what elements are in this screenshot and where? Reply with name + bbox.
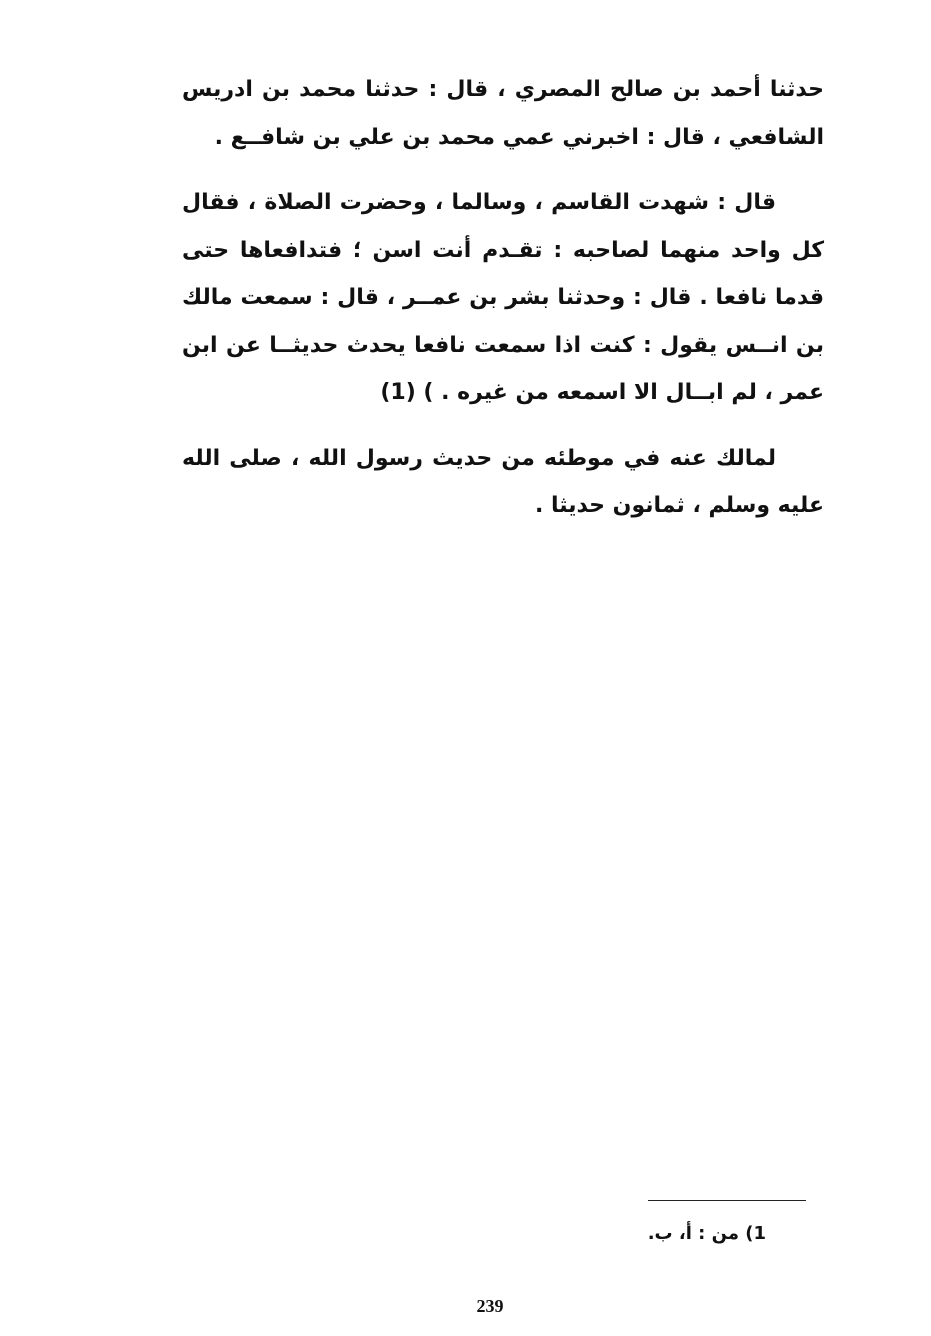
paragraph-isnad: حدثنا أحمد بن صالح المصري ، قال : حدثنا محمد بن ادريس الشافعي ، قال : اخبرني عمي محمد بن علي بن شافــع . <box>182 77 824 150</box>
paragraph-malik-hadith-count: لمالك عنه في موطئه من حديث رسول الله ، صلى الله عليه وسلم ، ثمانون حديثا . <box>182 445 824 518</box>
body-text <box>182 66 824 530</box>
page-number: 239 <box>476 1296 504 1316</box>
footnote-divider <box>648 1200 806 1201</box>
footnote: 1) من : أ، ب. <box>647 1223 766 1244</box>
paragraph-qasim-salim: قال : شهدت القاسم ، وسالما ، وحضرت الصلاة ، فقال كل واحد منهما لصاحبه : تقـدم أنت اسن ؛ فتدافعاها حتى قدما نافعا . قال : وحدثنا بشر بن عمــر ، قال : سمعت مالك بن انــس يقول : كنت اذا سمعت نافعا يحدث حديثــا عن ابن عمر ، لم ابــال الا اسمعه من غيره . ) (1) <box>182 190 824 405</box>
